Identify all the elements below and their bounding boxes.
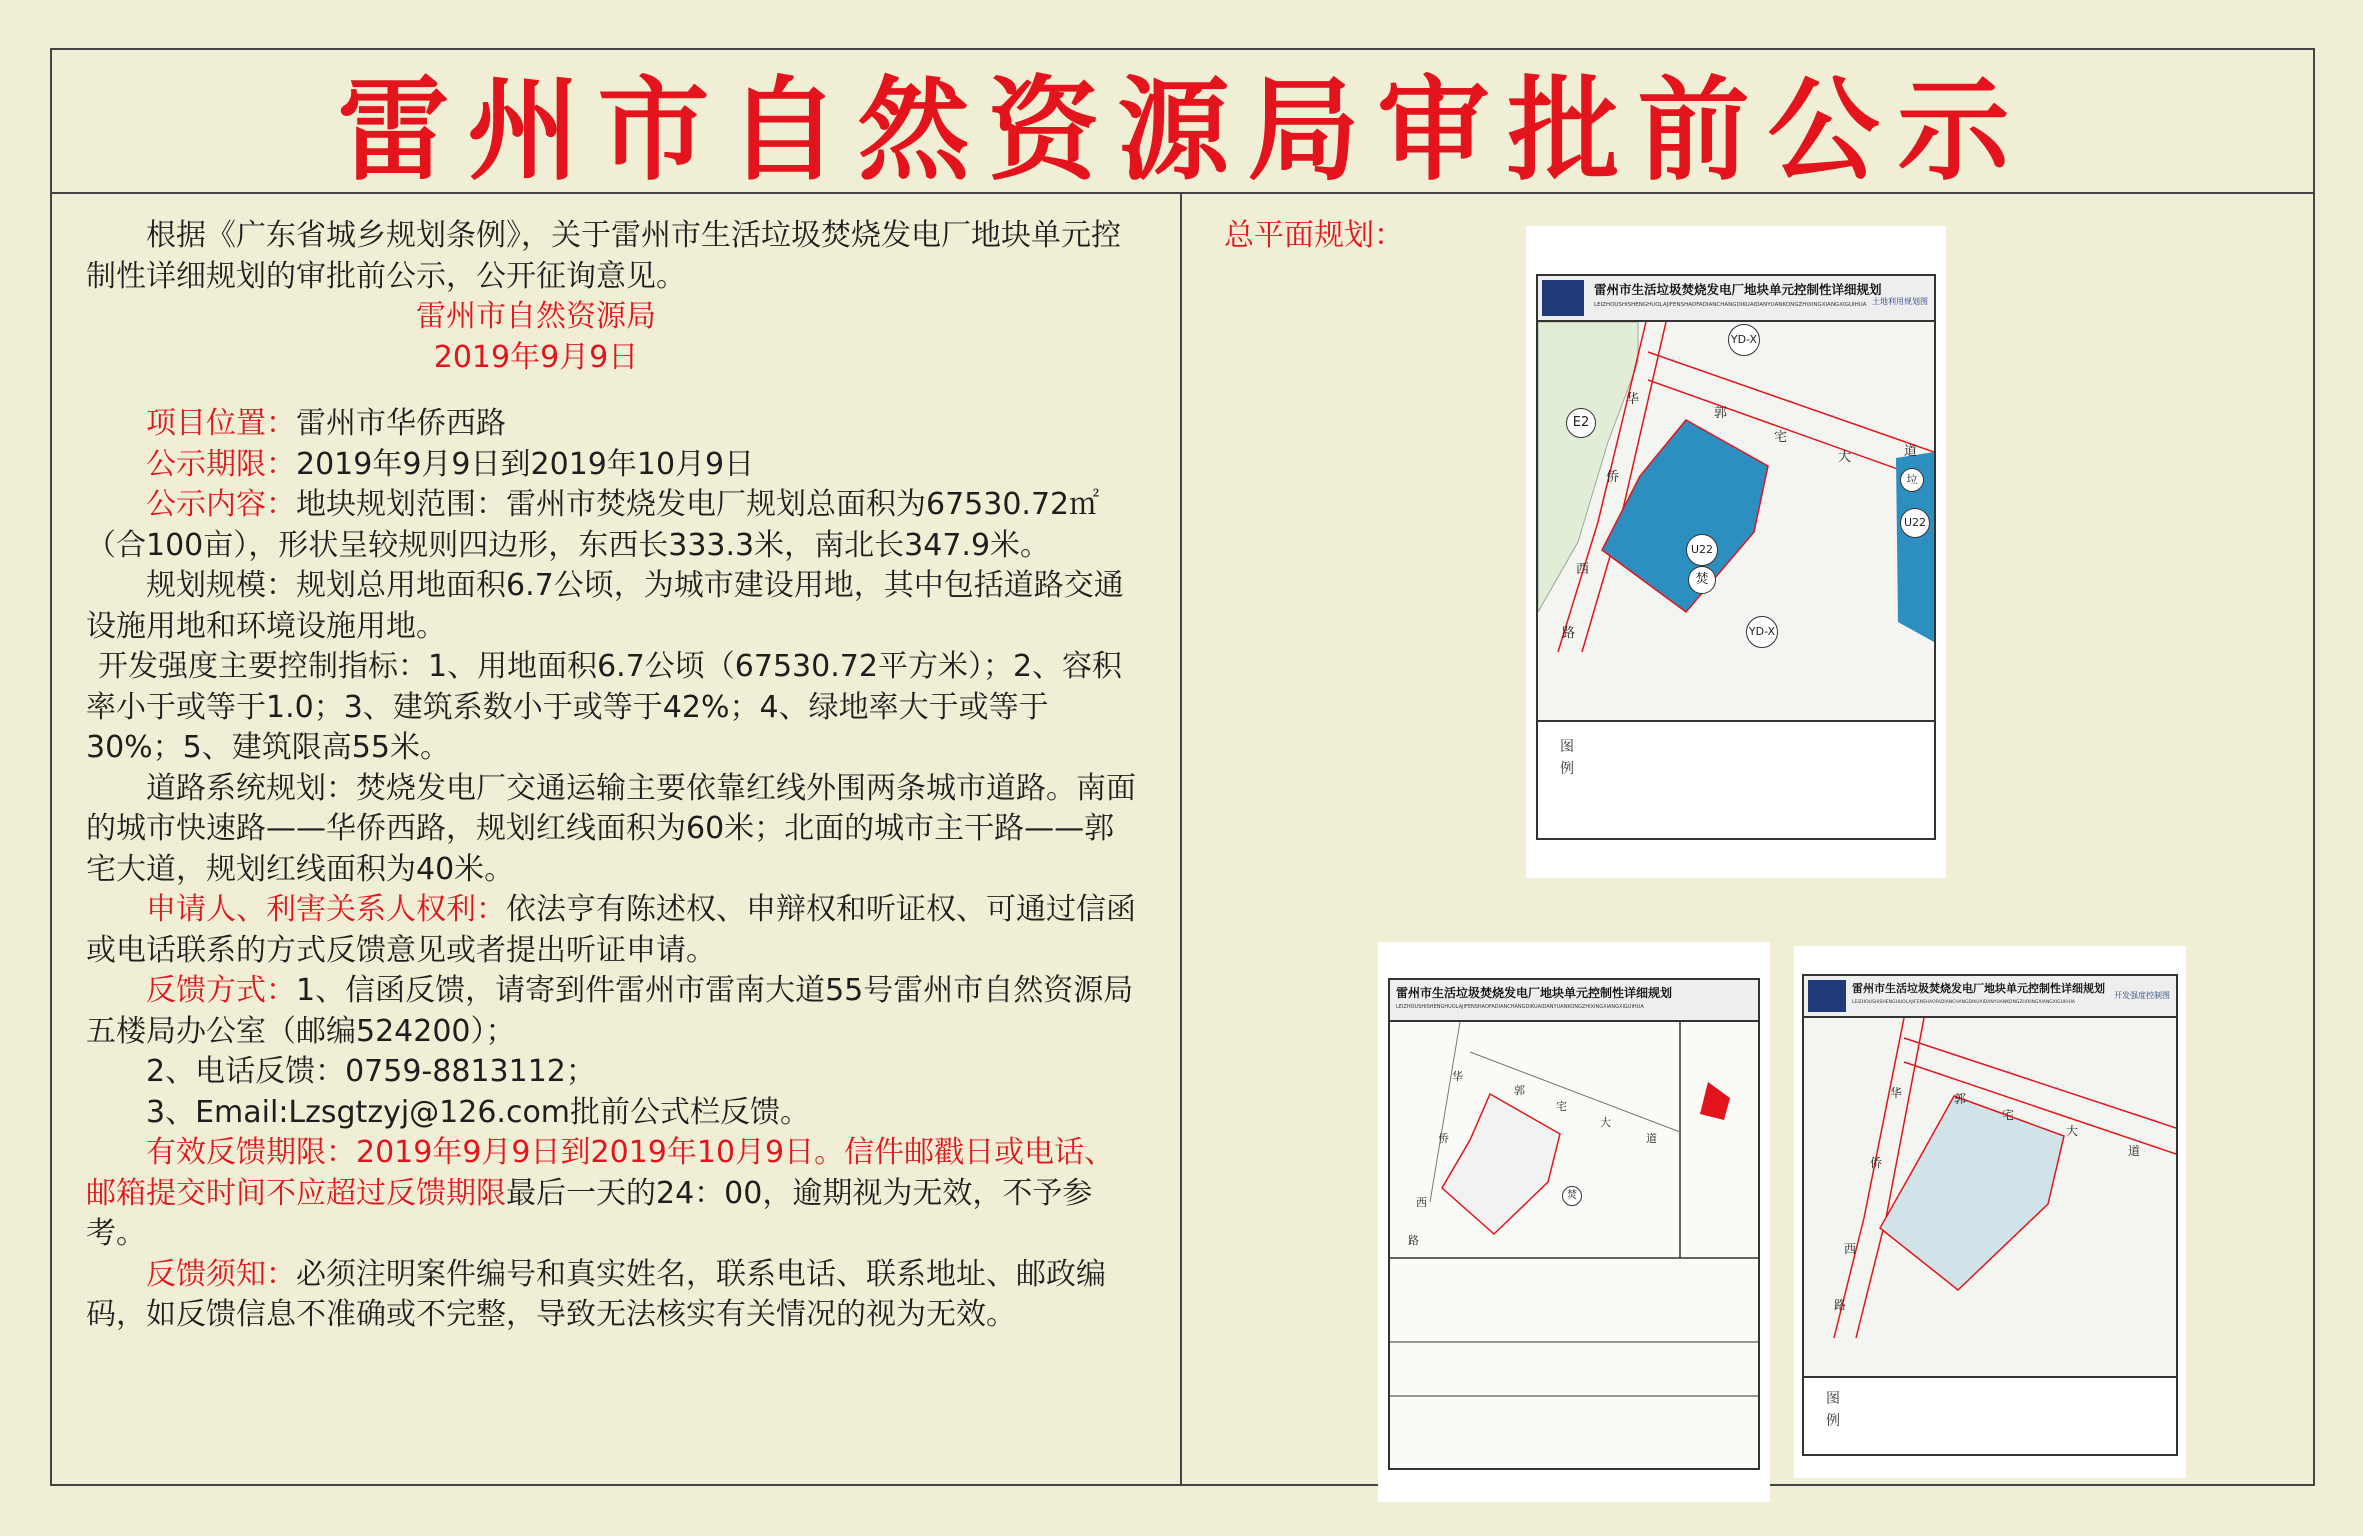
notice-line bbox=[86, 1255, 1144, 1336]
map-legend bbox=[1804, 1376, 2176, 1454]
content-line bbox=[86, 485, 1144, 566]
notice-label: 反馈须知： bbox=[146, 1256, 296, 1292]
valid-label: 有效反馈期限： bbox=[146, 1135, 356, 1170]
road-char: 路 bbox=[1834, 1298, 1847, 1312]
map-subtitle: LEIZHOUSHISHENGHUOLAJIFENSHAOFADIANCHANGDIKUAIDANYUANKONGZHIXINGXIANGXIGUIHUA bbox=[1594, 302, 1867, 308]
site-plan-drawing bbox=[1390, 1022, 1758, 1468]
period-line bbox=[86, 445, 1144, 486]
road-char: 华 bbox=[1626, 392, 1640, 407]
road-char: 侨 bbox=[1438, 1132, 1449, 1145]
content-value: 地块规划范围：雷州市焚烧发电厂规划总面积为67530.72㎡（合100亩），形状呈较规则四边形，东西长333.3米，南北长347.9米。 bbox=[86, 487, 1100, 563]
road-char: 郭 bbox=[1714, 406, 1728, 421]
feedback-mail: 1、信函反馈，请寄到件雷州市雷南大道55号雷州市自然资源局五楼局办公室（邮编524200）； bbox=[86, 973, 1134, 1049]
content-label: 公示内容： bbox=[146, 487, 296, 522]
notice-frame bbox=[50, 48, 2315, 1486]
road-char: 西 bbox=[1416, 1196, 1427, 1209]
map-legend bbox=[1538, 720, 1934, 838]
road-char: 郭 bbox=[1954, 1092, 1967, 1106]
map-site-plan bbox=[1378, 942, 1770, 1502]
map-land-use-sheet bbox=[1536, 274, 1936, 840]
road-char: 道 bbox=[1646, 1132, 1657, 1145]
road-char: 华 bbox=[1890, 1086, 1903, 1100]
road-char: 西 bbox=[1576, 562, 1590, 577]
valid-red-value: 2019年9月9日到2019年10月9日。信件邮戳日或电话、邮箱提交时间不应超过反馈期限 bbox=[86, 1135, 1115, 1211]
page-title: 雷州市自然资源局审批前公示 bbox=[337, 65, 2028, 196]
map-tag: 土地利用规划图 bbox=[1872, 297, 1928, 306]
road-char: 西 bbox=[1844, 1242, 1857, 1256]
land-use-drawing bbox=[1538, 322, 1934, 720]
plan-label: 总平面规划： bbox=[1224, 218, 1404, 253]
issuer: 雷州市自然资源局 bbox=[416, 299, 656, 334]
valid-value: 最后一天的24：00，逾期视为无效，不予参考。 bbox=[86, 1175, 1093, 1251]
road-char: 侨 bbox=[1870, 1156, 1883, 1170]
zone-la: 垃 bbox=[1900, 468, 1924, 492]
road-char: 大 bbox=[2066, 1124, 2079, 1138]
rights-line bbox=[86, 890, 1144, 971]
legend-label: 图例 bbox=[1826, 1391, 1840, 1429]
feedback-phone: 2、电话反馈：0759-8813112； bbox=[146, 1054, 596, 1089]
valid-line bbox=[86, 1133, 1144, 1255]
road-char: 路 bbox=[1562, 626, 1576, 641]
road-char: 华 bbox=[1452, 1070, 1463, 1083]
map-header bbox=[1804, 976, 2176, 1018]
road-char: 路 bbox=[1408, 1234, 1419, 1247]
feedback-email: 3、Email:Lzsgtzyj@126.com批前公式栏反馈。 bbox=[146, 1094, 811, 1130]
road-char: 宅 bbox=[1556, 1100, 1567, 1113]
roads-paragraph: 道路系统规划：焚烧发电厂交通运输主要依靠红线外围两条城市道路。南面的城市快速路——华侨西路，规划红线面积为60米；北面的城市主干路——郭宅大道，规划红线面积为40米。 bbox=[86, 770, 1136, 887]
indicators-paragraph: 开发强度主要控制指标：1、用地面积6.7公顷（67530.72平方米）；2、容积率小于或等于1.0；3、建筑系数小于或等于42%；4、绿地率大于或等于30%；5、建筑限高55米。 bbox=[86, 649, 1123, 765]
location-line bbox=[86, 404, 1144, 445]
map-title: 雷州市生活垃圾焚烧发电厂地块单元控制性详细规划 bbox=[1396, 986, 1673, 1000]
feedback-line bbox=[86, 971, 1144, 1052]
map-title: 雷州市生活垃圾焚烧发电厂地块单元控制性详细规划 bbox=[1852, 982, 2105, 995]
zone-u22: U22 bbox=[1686, 534, 1718, 566]
map-site-plan-sheet bbox=[1388, 978, 1760, 1470]
map-land-use bbox=[1526, 226, 1946, 878]
plan-logo bbox=[1808, 980, 1846, 1012]
road-char: 侨 bbox=[1606, 470, 1620, 485]
zone-u22-east: U22 bbox=[1900, 508, 1930, 538]
map-tag: 开发强度控制图 bbox=[2114, 991, 2170, 1000]
road-char: 道 bbox=[1904, 444, 1918, 459]
title-bar bbox=[52, 50, 2313, 194]
road-char: 大 bbox=[1600, 1116, 1611, 1129]
road-char: 郭 bbox=[1514, 1084, 1525, 1097]
road-char: 道 bbox=[2128, 1144, 2141, 1158]
road-char: 大 bbox=[1838, 450, 1852, 465]
plan-logo bbox=[1542, 280, 1584, 316]
intro-paragraph: 根据《广东省城乡规划条例》，关于雷州市生活垃圾焚烧发电厂地块单元控制性详细规划的审批前公示，公开征询意见。 bbox=[86, 218, 1121, 294]
intensity-drawing bbox=[1804, 1018, 2176, 1376]
period-value: 2019年9月9日到2019年10月9日 bbox=[296, 446, 755, 482]
map-header bbox=[1538, 276, 1934, 322]
zone-fen: 焚 bbox=[1562, 1186, 1582, 1206]
map-intensity bbox=[1794, 946, 2186, 1478]
zone-fen: 焚 bbox=[1688, 566, 1716, 594]
issue-date: 2019年9月9日 bbox=[433, 339, 639, 375]
map-subtitle: LEIZHOUSHISHENGHUOLAJIFENSHAOFADIANCHANGDIKUAIDANYUANKONGZHIXINGXIANGXIGUIHUA bbox=[1396, 1004, 1644, 1010]
rights-value: 依法亨有陈述权、申辩权和听证权、可通过信函或电话联系的方式反馈意见或者提出听证申请。 bbox=[86, 892, 1136, 968]
map-header bbox=[1390, 980, 1758, 1022]
map-subtitle: LEIZHOUSHISHENGHUOLAJIFENSHAOFADIANCHANGDIKUAIDANYUANKONGZHIXINGXIANGXIGUIHUA bbox=[1852, 1000, 2075, 1005]
rights-label: 申请人、利害关系人权利： bbox=[146, 892, 506, 927]
location-value: 雷州市华侨西路 bbox=[296, 406, 506, 441]
road-char: 宅 bbox=[2002, 1108, 2015, 1122]
notice-value: 必须注明案件编号和真实姓名，联系电话、联系地址、邮政编码，如反馈信息不准确或不完整，导致无法核实有关情况的视为无效。 bbox=[86, 1256, 1106, 1332]
feedback-label: 反馈方式： bbox=[146, 973, 296, 1008]
zone-ydx-north: YD-X bbox=[1728, 324, 1760, 356]
zone-e2: E2 bbox=[1566, 408, 1596, 438]
location-label: 项目位置： bbox=[146, 406, 296, 441]
legend-label: 图例 bbox=[1560, 739, 1574, 777]
map-title: 雷州市生活垃圾焚烧发电厂地块单元控制性详细规划 bbox=[1594, 282, 1882, 297]
scale-paragraph: 规划规模：规划总用地面积6.7公顷，为城市建设用地，其中包括道路交通设施用地和环境设施用地。 bbox=[86, 568, 1124, 644]
map-intensity-sheet bbox=[1802, 974, 2178, 1456]
notice-text-column bbox=[52, 194, 1182, 1486]
period-label: 公示期限： bbox=[146, 446, 296, 482]
zone-ydx-south: YD-X bbox=[1746, 616, 1778, 648]
road-char: 宅 bbox=[1774, 430, 1788, 445]
plan-column bbox=[1182, 194, 2315, 1486]
